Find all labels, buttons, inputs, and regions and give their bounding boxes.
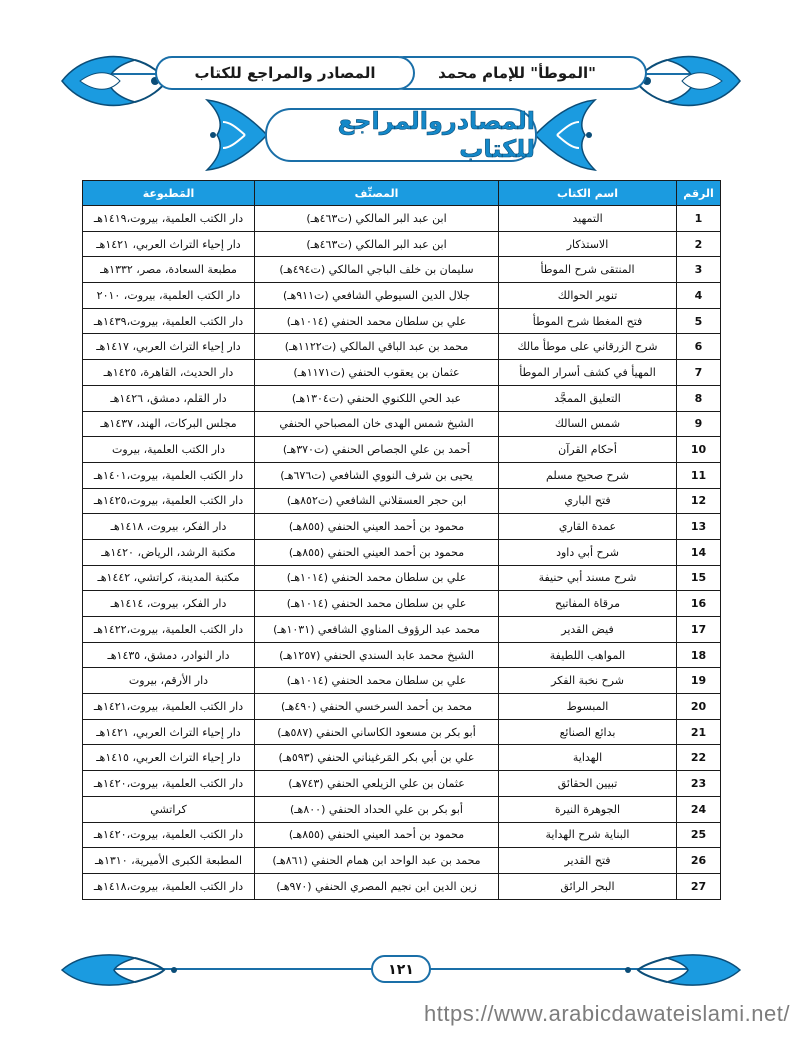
watermark-url: https://www.arabicdawateislami.net/ xyxy=(424,1001,790,1026)
cell-publisher: دار إحياء التراث العربي، ١٤٢١هـ xyxy=(83,231,255,257)
cell-book-title: شرح مسند أبي حنيفة xyxy=(499,565,677,591)
table-row xyxy=(83,308,721,334)
header-book-title: "الموطأ" للإمام محمد xyxy=(387,56,647,90)
cell-number: 9 xyxy=(677,411,721,437)
cell-number: 1 xyxy=(677,206,721,232)
cell-publisher: دار الكتب العلمية، بيروت،١٤٣٩هـ xyxy=(83,308,255,334)
cell-author: عثمان بن يعقوب الحنفي (ت١١٧١هـ) xyxy=(255,360,499,386)
cell-publisher: دار الكتب العلمية، بيروت،١٤٢١هـ xyxy=(83,694,255,720)
cell-author: محمد بن أحمد السرخسي الحنفي (٤٩٠هـ) xyxy=(255,694,499,720)
cell-book-title: شرح صحيح مسلم xyxy=(499,462,677,488)
cell-publisher: دار الكتب العلمية، بيروت، ٢٠١٠ xyxy=(83,283,255,309)
cell-book-title: المنتقى شرح الموطأ xyxy=(499,257,677,283)
header-ornament-left-icon xyxy=(60,48,170,114)
cell-author: محمود بن أحمد العيني الحنفي (٨٥٥هـ) xyxy=(255,514,499,540)
cell-publisher: دار الأرقم، بيروت xyxy=(83,668,255,694)
cell-number: 27 xyxy=(677,873,721,899)
cell-author: الشيخ شمس الهدى خان المصباحي الحنفي xyxy=(255,411,499,437)
cell-book-title: التمهيد xyxy=(499,206,677,232)
cell-author: علي بن سلطان محمد الحنفي (١٠١٤هـ) xyxy=(255,565,499,591)
cell-publisher: كراتشي xyxy=(83,796,255,822)
cell-book-title: المبسوط xyxy=(499,694,677,720)
cell-publisher: دار إحياء التراث العربي، ١٤١٥هـ xyxy=(83,745,255,771)
cell-number: 5 xyxy=(677,308,721,334)
table-row xyxy=(83,462,721,488)
cell-book-title: المواهب اللطيفة xyxy=(499,642,677,668)
table-row xyxy=(83,822,721,848)
cell-publisher: دار إحياء التراث العربي، ١٤١٧هـ xyxy=(83,334,255,360)
table-row xyxy=(83,565,721,591)
cell-author: جلال الدين السيوطي الشافعي (ت٩١١هـ) xyxy=(255,283,499,309)
cell-number: 18 xyxy=(677,642,721,668)
cell-book-title: مرقاة المفاتيح xyxy=(499,591,677,617)
cell-author: محمد عبد الرؤوف المناوي الشافعي (١٠٣١هـ) xyxy=(255,617,499,643)
page-footer xyxy=(60,950,742,990)
cell-book-title: البناية شرح الهداية xyxy=(499,822,677,848)
cell-book-title: شرح أبي داود xyxy=(499,539,677,565)
cell-publisher: دار النوادر، دمشق، ١٤٣٥هـ xyxy=(83,642,255,668)
cell-number: 26 xyxy=(677,848,721,874)
cell-publisher: مكتبة المدينة، كراتشي، ١٤٤٢هـ xyxy=(83,565,255,591)
cell-number: 14 xyxy=(677,539,721,565)
page-number: ١٢١ xyxy=(371,955,431,983)
column-header-number: الرقم xyxy=(677,181,721,206)
cell-publisher: مطبعة السعادة، مصر، ١٣٣٢هـ xyxy=(83,257,255,283)
table-row xyxy=(83,591,721,617)
table-row xyxy=(83,411,721,437)
table-row xyxy=(83,796,721,822)
cell-book-title: تبيين الحقائق xyxy=(499,771,677,797)
cell-book-title: الاستذكار xyxy=(499,231,677,257)
cell-book-title: أحكام القرآن xyxy=(499,437,677,463)
cell-book-title: بدائع الصنائع xyxy=(499,719,677,745)
cell-book-title: فيض القدير xyxy=(499,617,677,643)
table-row xyxy=(83,488,721,514)
cell-number: 16 xyxy=(677,591,721,617)
cell-number: 11 xyxy=(677,462,721,488)
cell-publisher: دار الحديث، القاهرة، ١٤٢٥هـ xyxy=(83,360,255,386)
cell-publisher: دار الكتب العلمية، بيروت،١٤٠١هـ xyxy=(83,462,255,488)
cell-number: 8 xyxy=(677,385,721,411)
references-table xyxy=(82,180,721,900)
table-row xyxy=(83,514,721,540)
cell-author: سليمان بن خلف الباجي المالكي (ت٤٩٤هـ) xyxy=(255,257,499,283)
table-row xyxy=(83,283,721,309)
table-row xyxy=(83,206,721,232)
title-cartouche xyxy=(205,92,597,178)
table-row xyxy=(83,231,721,257)
footer-ornament-right-icon xyxy=(612,950,742,990)
cell-author: محمد بن عبد الباقي المالكي (ت١١٢٢هـ) xyxy=(255,334,499,360)
cell-publisher: دار الكتب العلمية، بيروت،١٤٢٥هـ xyxy=(83,488,255,514)
cell-author: ابن عبد البر المالكي (ت٤٦٣هـ) xyxy=(255,231,499,257)
cell-author: علي بن سلطان محمد الحنفي (١٠١٤هـ) xyxy=(255,591,499,617)
cell-publisher: مكتبة الرشد، الرياض، ١٤٢٠هـ xyxy=(83,539,255,565)
cell-publisher: دار الكتب العلمية، بيروت،١٤٢٠هـ xyxy=(83,771,255,797)
table-row xyxy=(83,334,721,360)
cell-book-title: المهيأ في كشف أسرار الموطأ xyxy=(499,360,677,386)
cell-publisher: دار إحياء التراث العربي، ١٤٢١هـ xyxy=(83,719,255,745)
table-row xyxy=(83,617,721,643)
cell-number: 24 xyxy=(677,796,721,822)
title-box xyxy=(265,108,537,162)
cell-book-title: فتح القدير xyxy=(499,848,677,874)
header-section-title: المصادر والمراجع للكتاب xyxy=(155,56,415,90)
cell-book-title: فتح المغطا شرح الموطأ xyxy=(499,308,677,334)
cell-number: 23 xyxy=(677,771,721,797)
cell-book-title: الهداية xyxy=(499,745,677,771)
cell-author: محمد بن عبد الواحد ابن همام الحنفي (٨٦١هـ) xyxy=(255,848,499,874)
cell-author: أبو بكر بن مسعود الكاساني الحنفي (٥٨٧هـ) xyxy=(255,719,499,745)
cell-number: 3 xyxy=(677,257,721,283)
cell-book-title: فتح الباري xyxy=(499,488,677,514)
cell-book-title: البحر الرائق xyxy=(499,873,677,899)
cell-author: ابن حجر العسقلاني الشافعي (ت٨٥٢هـ) xyxy=(255,488,499,514)
cell-publisher: دار القلم، دمشق، ١٤٢٦هـ xyxy=(83,385,255,411)
column-header-publisher: المَطبوعة xyxy=(83,181,255,206)
footer-ornament-left-icon xyxy=(60,950,190,990)
cell-number: 17 xyxy=(677,617,721,643)
cell-publisher: مجلس البركات، الهند، ١٤٣٧هـ xyxy=(83,411,255,437)
cell-number: 20 xyxy=(677,694,721,720)
cell-author: علي بن سلطان محمد الحنفي (١٠١٤هـ) xyxy=(255,668,499,694)
table-row xyxy=(83,694,721,720)
cell-book-title: تنوير الحوالك xyxy=(499,283,677,309)
cell-author: علي بن سلطان محمد الحنفي (١٠١٤هـ) xyxy=(255,308,499,334)
cell-number: 21 xyxy=(677,719,721,745)
cell-author: زين الدين ابن نجيم المصري الحنفي (٩٧٠هـ) xyxy=(255,873,499,899)
column-header-book: اسم الكتاب xyxy=(499,181,677,206)
table-row xyxy=(83,385,721,411)
cell-author: عثمان بن علي الزيلعي الحنفي (٧٤٣هـ) xyxy=(255,771,499,797)
table-row xyxy=(83,642,721,668)
cell-number: 15 xyxy=(677,565,721,591)
cell-number: 25 xyxy=(677,822,721,848)
cell-author: أحمد بن علي الجصاص الحنفي (ت٣٧٠هـ) xyxy=(255,437,499,463)
cell-publisher: دار الكتب العلمية، بيروت،١٤١٨هـ xyxy=(83,873,255,899)
table-row xyxy=(83,745,721,771)
table-row xyxy=(83,848,721,874)
cell-number: 10 xyxy=(677,437,721,463)
cell-publisher: المطبعة الكبرى الأميرية، ١٣١٠هـ xyxy=(83,848,255,874)
cell-number: 2 xyxy=(677,231,721,257)
column-header-author: المصنِّف xyxy=(255,181,499,206)
cell-number: 13 xyxy=(677,514,721,540)
cell-author: يحيى بن شرف النووي الشافعي (ت٦٧٦هـ) xyxy=(255,462,499,488)
page-title: المصادروالمراجع للكتاب xyxy=(337,107,535,163)
cell-publisher: دار الكتب العلمية، بيروت،١٤٢٢هـ xyxy=(83,617,255,643)
cell-number: 7 xyxy=(677,360,721,386)
cell-number: 4 xyxy=(677,283,721,309)
table-row xyxy=(83,771,721,797)
cell-publisher: دار الكتب العلمية، بيروت،١٤٢٠هـ xyxy=(83,822,255,848)
table-row xyxy=(83,257,721,283)
table-row xyxy=(83,873,721,899)
cell-author: محمود بن أحمد العيني الحنفي (٨٥٥هـ) xyxy=(255,822,499,848)
cell-book-title: عمدة القاري xyxy=(499,514,677,540)
cell-author: ابن عبد البر المالكي (ت٤٦٣هـ) xyxy=(255,206,499,232)
cell-author: عبد الحي اللكنوي الحنفي (ت١٣٠٤هـ) xyxy=(255,385,499,411)
cell-number: 12 xyxy=(677,488,721,514)
cell-publisher: دار الكتب العلمية، بيروت،١٤١٩هـ xyxy=(83,206,255,232)
cell-author: علي بن أبي بكر المَرغيناني الحنفي (٥٩٣هـ) xyxy=(255,745,499,771)
cell-number: 6 xyxy=(677,334,721,360)
table-row xyxy=(83,437,721,463)
cell-number: 19 xyxy=(677,668,721,694)
table-row xyxy=(83,719,721,745)
cell-author: أبو بكر بن علي الحداد الحنفي (٨٠٠هـ) xyxy=(255,796,499,822)
cell-book-title: شرح الزرقاني على موطأ مالك xyxy=(499,334,677,360)
cell-book-title: الجوهرة النيرة xyxy=(499,796,677,822)
table-header-row xyxy=(83,181,721,206)
table-row xyxy=(83,668,721,694)
cell-book-title: شرح نخبة الفكر xyxy=(499,668,677,694)
table-body xyxy=(83,206,721,900)
table-row xyxy=(83,360,721,386)
cell-publisher: دار الفكر، بيروت، ١٤١٤هـ xyxy=(83,591,255,617)
cell-author: الشيخ محمد عابد السندي الحنفي (١٢٥٧هـ) xyxy=(255,642,499,668)
cell-book-title: التعليق الممجَّد xyxy=(499,385,677,411)
cell-number: 22 xyxy=(677,745,721,771)
cell-publisher: دار الكتب العلمية، بيروت xyxy=(83,437,255,463)
header-ornament-right-icon xyxy=(632,48,742,114)
cell-author: محمود بن أحمد العيني الحنفي (٨٥٥هـ) xyxy=(255,539,499,565)
table-row xyxy=(83,539,721,565)
cell-publisher: دار الفكر، بيروت، ١٤١٨هـ xyxy=(83,514,255,540)
cell-book-title: شمس السالك xyxy=(499,411,677,437)
